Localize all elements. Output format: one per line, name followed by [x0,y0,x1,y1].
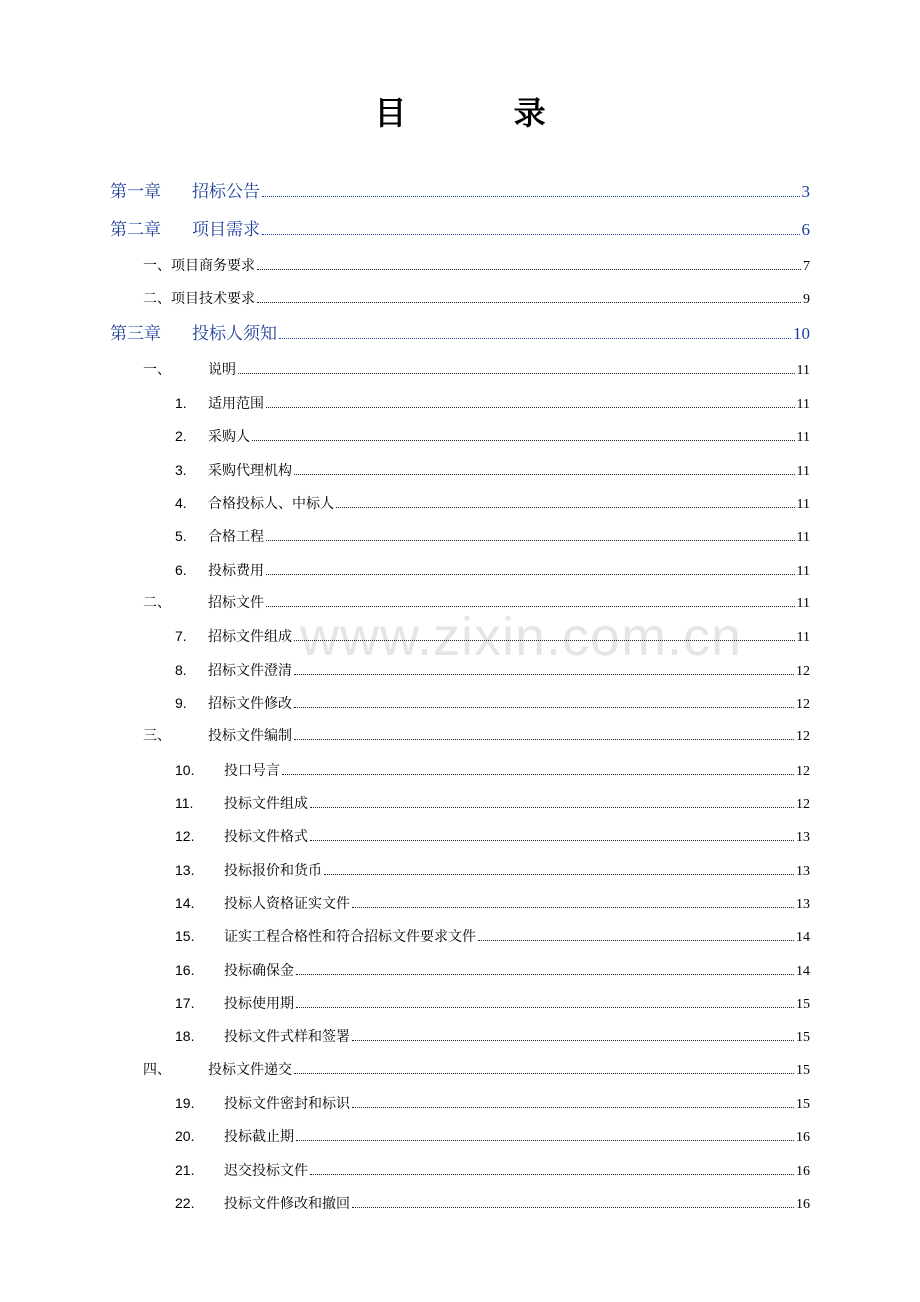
toc-entry[interactable] [143,254,810,278]
toc-entry-number: 10. [175,762,195,778]
toc-entry-page: 10 [793,324,810,343]
toc-entry[interactable] [143,724,810,748]
toc-entry-number: 第三章 [110,324,161,344]
toc-entry-label: 投标截止期 [224,1129,294,1145]
toc-entry[interactable] [143,287,810,311]
toc-entry-number: 2. [175,428,187,444]
toc-entry-number: 三、 [143,728,171,744]
toc-entry-number: 第一章 [110,182,161,202]
toc-entry-number: 4. [175,495,187,511]
page-title: 目 录 [374,94,594,132]
toc-entry-label: 二、项目技术要求 [143,291,255,307]
toc-entry-number: 11. [175,795,194,811]
toc-entry-page: 6 [801,220,810,239]
toc-entry-page: 15 [796,1063,810,1078]
toc-entry-label: 招标文件组成 [208,629,292,645]
dot-leader [266,606,795,607]
toc-entry-number: 二、 [143,595,171,611]
toc-entry-number: 第二章 [110,220,161,240]
toc-entry[interactable] [175,824,810,848]
toc-entry-page: 7 [803,259,810,274]
toc-entry-label: 合格工程 [208,529,264,545]
toc-entry[interactable] [175,691,810,715]
dot-leader [352,1207,794,1208]
toc-entry-label: 项目需求 [192,220,260,240]
dot-leader [336,507,795,508]
dot-leader [294,474,795,475]
toc-entry[interactable] [175,524,810,548]
toc-entry[interactable] [175,991,810,1015]
toc-entry[interactable] [175,491,810,515]
toc-entry[interactable] [110,216,810,244]
dot-leader [279,338,791,339]
dot-leader [296,1140,794,1141]
toc-entry-page: 3 [801,182,810,201]
dot-leader [294,739,794,740]
toc-entry-number: 8. [175,662,187,678]
toc-entry-number: 9. [175,695,187,711]
toc-entry-label: 投标文件式样和签署 [224,1029,350,1045]
toc-entry-page: 15 [796,1030,810,1045]
toc-entry-page: 11 [796,397,810,412]
dot-leader [310,1174,794,1175]
dot-leader [294,640,795,641]
toc-entry-label: 投标文件组成 [224,796,308,812]
toc-entry[interactable] [110,178,810,206]
toc-entry-number: 14. [175,895,195,911]
toc-entry-label: 投标文件密封和标识 [224,1096,350,1112]
dot-leader [352,1107,794,1108]
toc-entry[interactable] [175,624,810,648]
toc-entry[interactable] [175,858,810,882]
toc-entry-label: 投标文件递交 [208,1062,292,1078]
toc-entry-page: 11 [796,530,810,545]
dot-leader [294,674,794,675]
toc-entry[interactable] [175,1024,810,1048]
toc-entry-page: 15 [796,1097,810,1112]
toc-entry[interactable] [175,891,810,915]
dot-leader [282,774,794,775]
toc-entry[interactable] [175,558,810,582]
toc-entry[interactable] [175,791,810,815]
dot-leader [262,234,800,235]
toc-entry[interactable] [143,591,810,615]
toc-entry-page: 12 [796,729,810,744]
toc-entry-page: 12 [796,764,810,779]
toc-entry[interactable] [175,958,810,982]
toc-entry-page: 11 [796,630,810,645]
toc-entry-number: 7. [175,628,187,644]
toc-entry-label: 投标文件编制 [208,728,292,744]
toc-entry-number: 19. [175,1095,195,1111]
toc-entry-page: 12 [796,697,810,712]
toc-entry-page: 13 [796,830,810,845]
toc-entry-number: 1. [175,395,187,411]
toc-entry-label: 迟交投标文件 [224,1163,308,1179]
toc-entry[interactable] [143,358,810,382]
toc-entry[interactable] [175,658,810,682]
toc-entry-number: 15. [175,928,195,944]
toc-entry[interactable] [110,320,810,348]
toc-entry-label: 投标文件修改和撤回 [224,1196,350,1212]
toc-entry-number: 16. [175,962,195,978]
toc-entry-page: 11 [796,464,810,479]
toc-entry-page: 16 [796,1197,810,1212]
toc-entry-number: 20. [175,1128,195,1144]
toc-entry-page: 16 [796,1130,810,1145]
dot-leader [310,807,794,808]
dot-leader [352,907,794,908]
toc-entry-page: 13 [796,897,810,912]
toc-entry-page: 16 [796,1164,810,1179]
toc-entry-label: 投标人须知 [192,324,277,344]
toc-entry-number: 21. [175,1162,195,1178]
toc-entry[interactable] [175,1124,810,1148]
toc-entry-label: 投标人资格证实文件 [224,896,350,912]
toc-entry[interactable] [143,1058,810,1082]
toc-entry-label: 一、项目商务要求 [143,258,255,274]
toc-entry[interactable] [175,758,810,782]
dot-leader [296,974,794,975]
toc-entry[interactable] [175,458,810,482]
watermark: www.zixin.com.cn [300,607,743,667]
toc-entry-page: 9 [803,292,810,307]
toc-entry[interactable] [175,1191,810,1215]
toc-entry-page: 11 [796,497,810,512]
toc-entry-number: 18. [175,1028,195,1044]
dot-leader [252,440,795,441]
toc-entry-page: 11 [796,363,810,378]
toc-entry-label: 投标报价和货币 [224,863,322,879]
toc-entry[interactable] [175,1158,810,1182]
toc-entry-label: 投口号言 [224,763,280,779]
dot-leader [257,269,801,270]
dot-leader [324,874,794,875]
toc-entry-number: 5. [175,528,187,544]
toc-entry-label: 适用范围 [208,396,264,412]
dot-leader [266,574,795,575]
dot-leader [294,707,794,708]
toc-entry-number: 12. [175,828,195,844]
toc-entry-label: 招标公告 [192,182,260,202]
toc-entry-page: 13 [796,864,810,879]
toc-entry-label: 投标费用 [208,563,264,579]
toc-entry-page: 14 [796,964,810,979]
toc-entry-label: 说明 [208,362,236,378]
toc-entry[interactable] [175,391,810,415]
toc-entry[interactable] [175,424,810,448]
toc-entry-number: 6. [175,562,187,578]
dot-leader [478,940,794,941]
toc-entry-number: 四、 [143,1062,171,1078]
dot-leader [310,840,794,841]
dot-leader [352,1040,794,1041]
toc-entry-label: 合格投标人、中标人 [208,496,334,512]
toc-entry-page: 11 [796,430,810,445]
toc-entry-label: 采购代理机构 [208,463,292,479]
toc-entry-page: 12 [796,797,810,812]
dot-leader [257,302,801,303]
toc-entry-page: 11 [796,596,810,611]
dot-leader [262,196,800,197]
toc-entry-page: 15 [796,997,810,1012]
toc-entry-number: 17. [175,995,195,1011]
toc-entry-label: 招标文件 [208,595,264,611]
toc-entry-label: 招标文件澄清 [208,663,292,679]
toc-entry-page: 14 [796,930,810,945]
toc-entry-number: 13. [175,862,195,878]
toc-entry-label: 投标确保金 [224,963,294,979]
toc-entry[interactable] [175,1091,810,1115]
toc-entry-page: 12 [796,664,810,679]
dot-leader [296,1007,794,1008]
toc-entry[interactable] [175,924,810,948]
toc-entry-label: 投标文件格式 [224,829,308,845]
dot-leader [238,373,795,374]
toc-entry-number: 3. [175,462,187,478]
toc-entry-page: 11 [796,564,810,579]
toc-entry-label: 采购人 [208,429,250,445]
toc-entry-label: 招标文件修改 [208,696,292,712]
toc-entry-number: 一、 [143,362,171,378]
dot-leader [294,1073,794,1074]
dot-leader [266,540,795,541]
toc-entry-number: 22. [175,1195,195,1211]
dot-leader [266,407,795,408]
toc-entry-label: 投标使用期 [224,996,294,1012]
toc-entry-label: 证实工程合格性和符合招标文件要求文件 [224,929,476,945]
